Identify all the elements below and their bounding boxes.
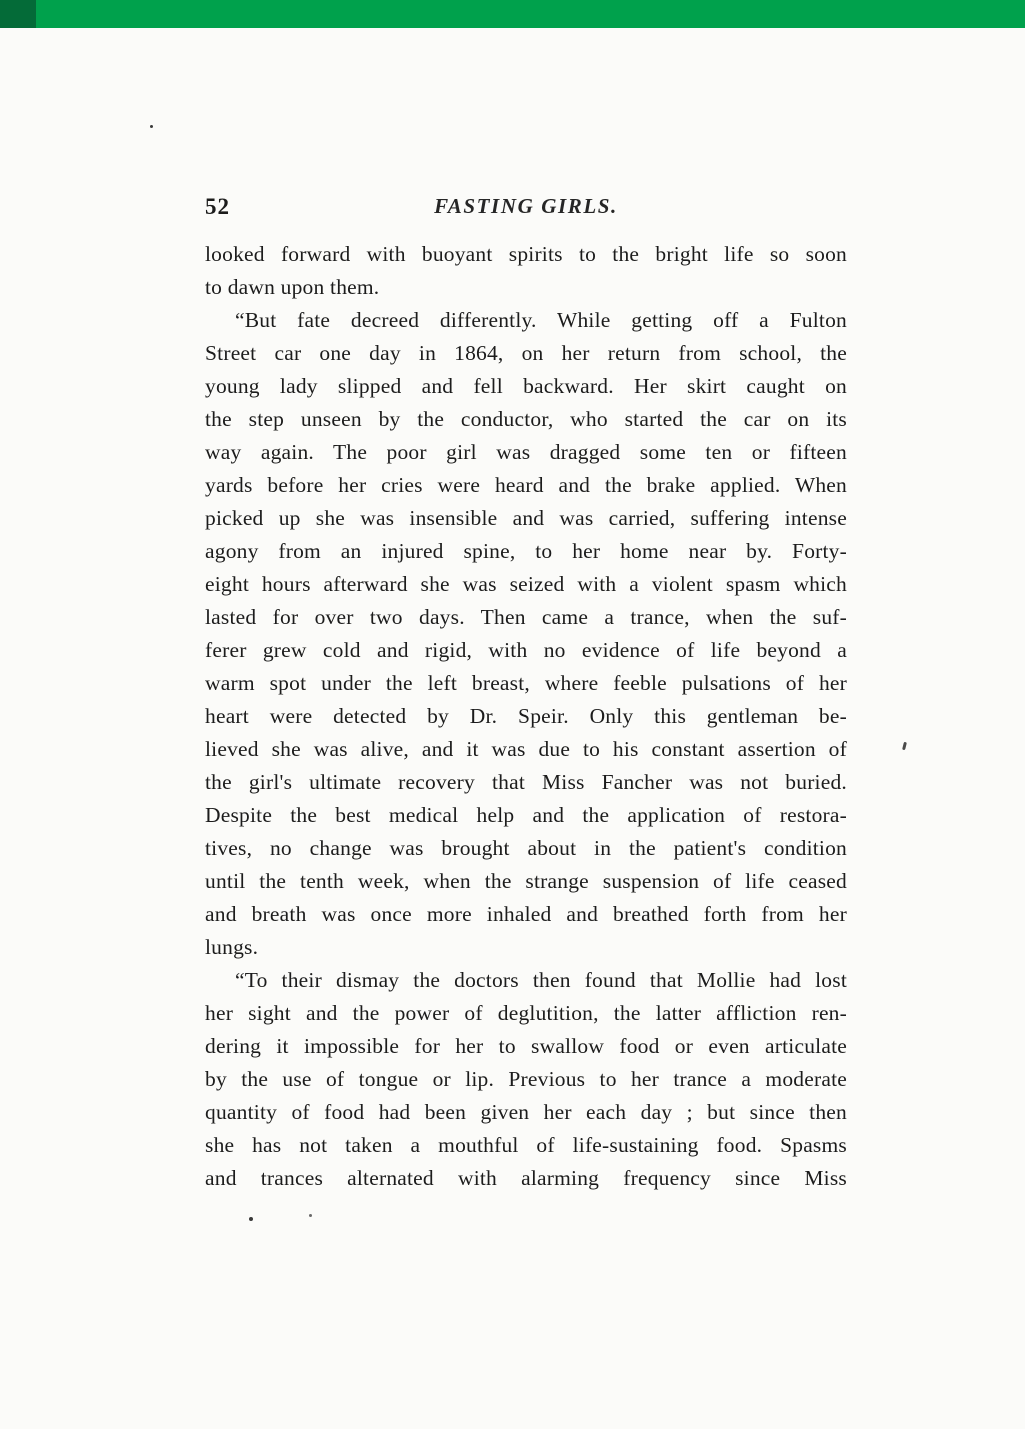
text-block xyxy=(205,238,847,1195)
text-line: young lady slipped and fell backward. Her skirt caught on xyxy=(205,374,847,398)
text-line: lasted for over two days. Then came a trance, when the suf- xyxy=(205,605,847,629)
text-line: lieved she was alive, and it was due to his constant assertion of xyxy=(205,737,847,761)
scan-speck xyxy=(309,1214,312,1217)
scan-speck xyxy=(902,742,907,750)
text-line: agony from an injured spine, to her home near by. Forty- xyxy=(205,539,847,563)
text-line: tives, no change was brought about in the patient's condition xyxy=(205,836,847,860)
text-line: and breath was once more inhaled and breathed forth from her xyxy=(205,902,847,926)
text-line: to dawn upon them. xyxy=(205,275,380,299)
text-line: Street car one day in 1864, on her return from school, the xyxy=(205,341,847,365)
text-line: quantity of food had been given her each day ; but since then xyxy=(205,1100,847,1124)
text-line: the girl's ultimate recovery that Miss Fancher was not buried. xyxy=(205,770,847,794)
page-header xyxy=(205,192,847,226)
text-line: dering it impossible for her to swallow food or even articulate xyxy=(205,1034,847,1058)
text-line: “To their dismay the doctors then found that Mollie had lost xyxy=(235,968,847,992)
text-line: and trances alternated with alarming frequency since Miss xyxy=(205,1166,847,1190)
paragraph xyxy=(205,964,847,1195)
paragraph xyxy=(205,238,847,304)
paragraph xyxy=(205,304,847,964)
text-line: lungs. xyxy=(205,935,259,959)
text-line: “But fate decreed differently. While getting off a Fulton xyxy=(235,308,847,332)
text-line: eight hours afterward she was seized with a violent spasm which xyxy=(205,572,847,596)
text-line: until the tenth week, when the strange suspension of life ceased xyxy=(205,869,847,893)
text-line: picked up she was insensible and was carried, suffering intense xyxy=(205,506,847,530)
scan-speck xyxy=(150,125,153,128)
text-line: she has not taken a mouthful of life-sustaining food. Spasms xyxy=(205,1133,847,1157)
scanner-edge-bar-corner xyxy=(0,0,36,28)
scanner-edge-bar xyxy=(0,0,1025,28)
text-line: ferer grew cold and rigid, with no evidence of life beyond a xyxy=(205,638,847,662)
text-line: warm spot under the left breast, where feeble pulsations of her xyxy=(205,671,847,695)
text-line: yards before her cries were heard and the brake applied. When xyxy=(205,473,847,497)
text-line: by the use of tongue or lip. Previous to her trance a moderate xyxy=(205,1067,847,1091)
text-line: her sight and the power of deglutition, the latter affliction ren- xyxy=(205,1001,847,1025)
text-line: the step unseen by the conductor, who started the car on its xyxy=(205,407,847,431)
text-line: way again. The poor girl was dragged some ten or fifteen xyxy=(205,440,847,464)
page-number: 52 xyxy=(205,194,230,219)
text-line: looked forward with buoyant spirits to the bright life so soon xyxy=(205,242,847,266)
text-line: Despite the best medical help and the application of restora- xyxy=(205,803,847,827)
text-line: heart were detected by Dr. Speir. Only this gentleman be- xyxy=(205,704,847,728)
scan-speck xyxy=(249,1217,253,1221)
running-header-title: FASTING GIRLS. xyxy=(434,194,618,218)
